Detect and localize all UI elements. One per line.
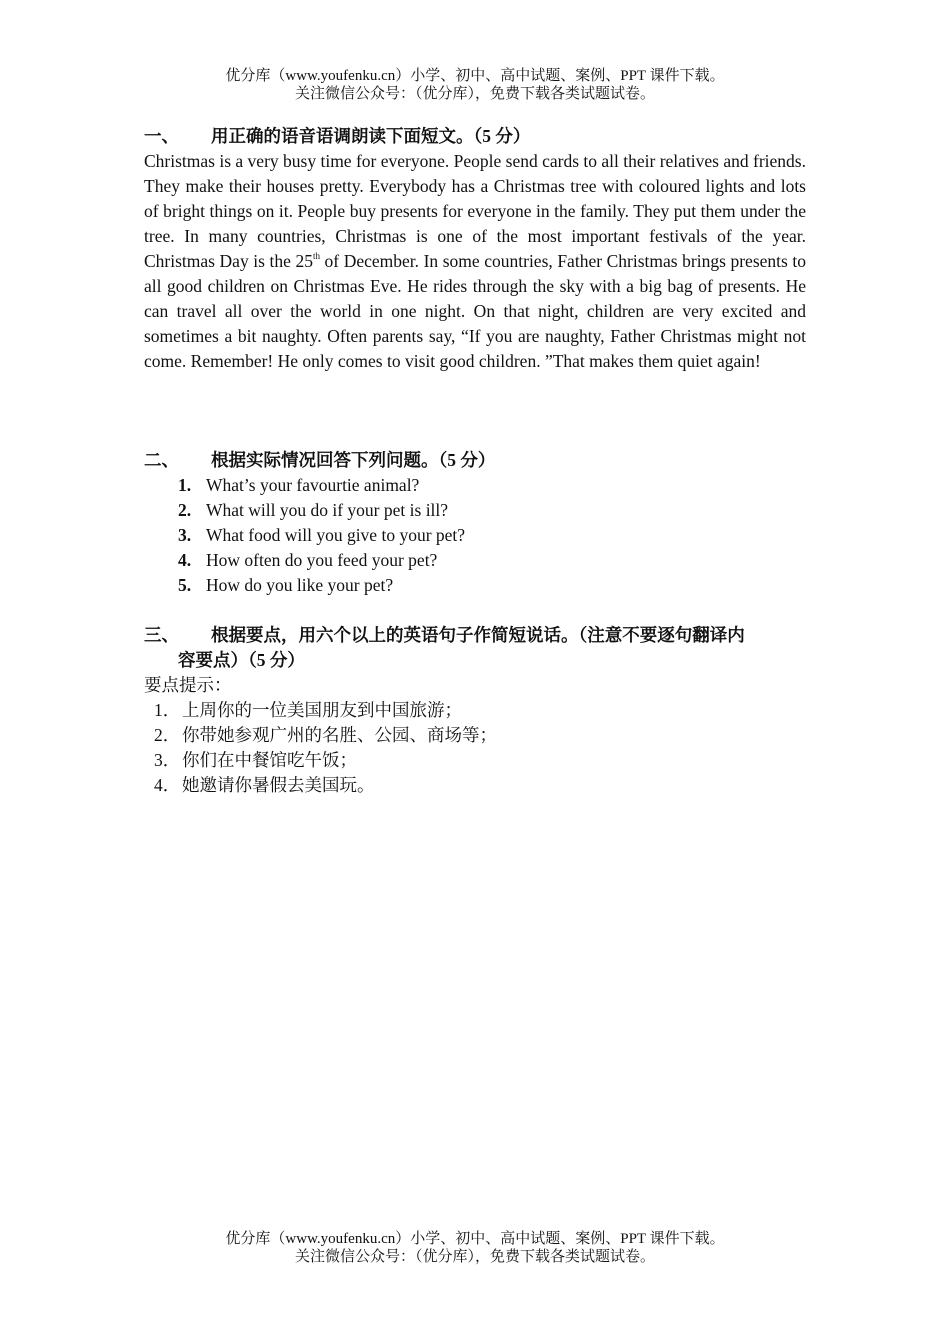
question-text: How do you like your pet? [206,575,394,595]
question-number: 3. [178,525,192,545]
question-item [144,548,806,573]
section-2-number: 二、 [144,450,179,470]
section-3 [144,623,806,798]
hint-number: 3． [154,750,181,770]
hint-text: 她邀请你暑假去美国玩。 [182,775,375,795]
question-number: 4. [178,550,192,570]
question-item [144,573,806,598]
section-1 [144,124,806,374]
hint-text: 你带她参观广州的名胜、公园、商场等； [182,725,497,745]
hint-item [144,773,806,798]
footer-line-2: 关注微信公众号：（优分库），免费下载各类试题试卷。 [294,1249,655,1265]
hint-number: 4． [154,775,181,795]
section-3-title-line-1: 根据要点，用六个以上的英语句子作简短说话。（注意不要逐句翻译内 [211,625,745,645]
section-1-title-text: 用正确的语音语调朗读下面短文。（5 分） [211,126,531,146]
question-number: 1. [178,475,192,495]
question-text: What will you do if your pet is ill? [206,500,449,520]
question-item [144,473,806,498]
page-header [0,67,950,103]
hint-text: 你们在中餐馆吃午饭； [182,750,357,770]
question-list [144,473,806,598]
section-3-number: 三、 [144,625,179,645]
question-number: 2. [178,500,192,520]
hint-item [144,748,806,773]
passage-part-2: of December. In some countries, Father Christmas brings presents to all good children on Christmas Eve. He rides through the sky with a big bag of presents. He can travel all over the world in one night. On that night, children are very excited and sometimes a bit naughty. Often parents say, “If you are naughty, Father Christmas might not come. Remember! He only comes to visit good children. ”That makes them quiet again! [144,251,806,371]
section-3-title-line-2: 容要点）（5 分） [178,650,305,670]
section-2-title [144,448,806,473]
page-footer [0,1230,950,1266]
section-2-title-text: 根据实际情况回答下列问题。（5 分） [211,450,496,470]
question-text: What food will you give to your pet? [206,525,466,545]
passage-part-1: Christmas is a very busy time for everyone. People send cards to all their relatives and friends. They make their houses pretty. Everybody has a Christmas tree with coloured lights and lots of bright things on it. People buy presents for everyone in the family. They put them under the tree. In many countries, Christmas is one of the most important festivals of the year. Christmas Day is the 25 [144,151,806,271]
header-line-2: 关注微信公众号：（优分库），免费下载各类试题试卷。 [294,86,655,102]
section-1-number: 一、 [144,126,179,146]
reading-passage [144,149,806,374]
question-item [144,523,806,548]
question-number: 5. [178,575,192,595]
hint-number: 1． [154,700,181,720]
passage-superscript: th [312,251,320,261]
hint-points [144,673,806,798]
hint-item [144,723,806,748]
question-item [144,498,806,523]
hint-item [144,698,806,723]
question-text: What’s your favourtie animal? [206,475,420,495]
footer-line-1: 优分库（www.youfenku.cn）小学、初中、高中试题、案例、PPT 课件下载。 [225,1231,725,1247]
hint-number: 2． [154,725,181,745]
section-3-title [144,623,806,673]
section-1-title [144,124,806,149]
question-text: How often do you feed your pet? [206,550,438,570]
hint-text: 上周你的一位美国朋友到中国旅游； [182,700,462,720]
section-2 [144,448,806,598]
hint-label: 要点提示： [144,675,232,695]
header-line-1: 优分库（www.youfenku.cn）小学、初中、高中试题、案例、PPT 课件下载。 [225,68,725,84]
